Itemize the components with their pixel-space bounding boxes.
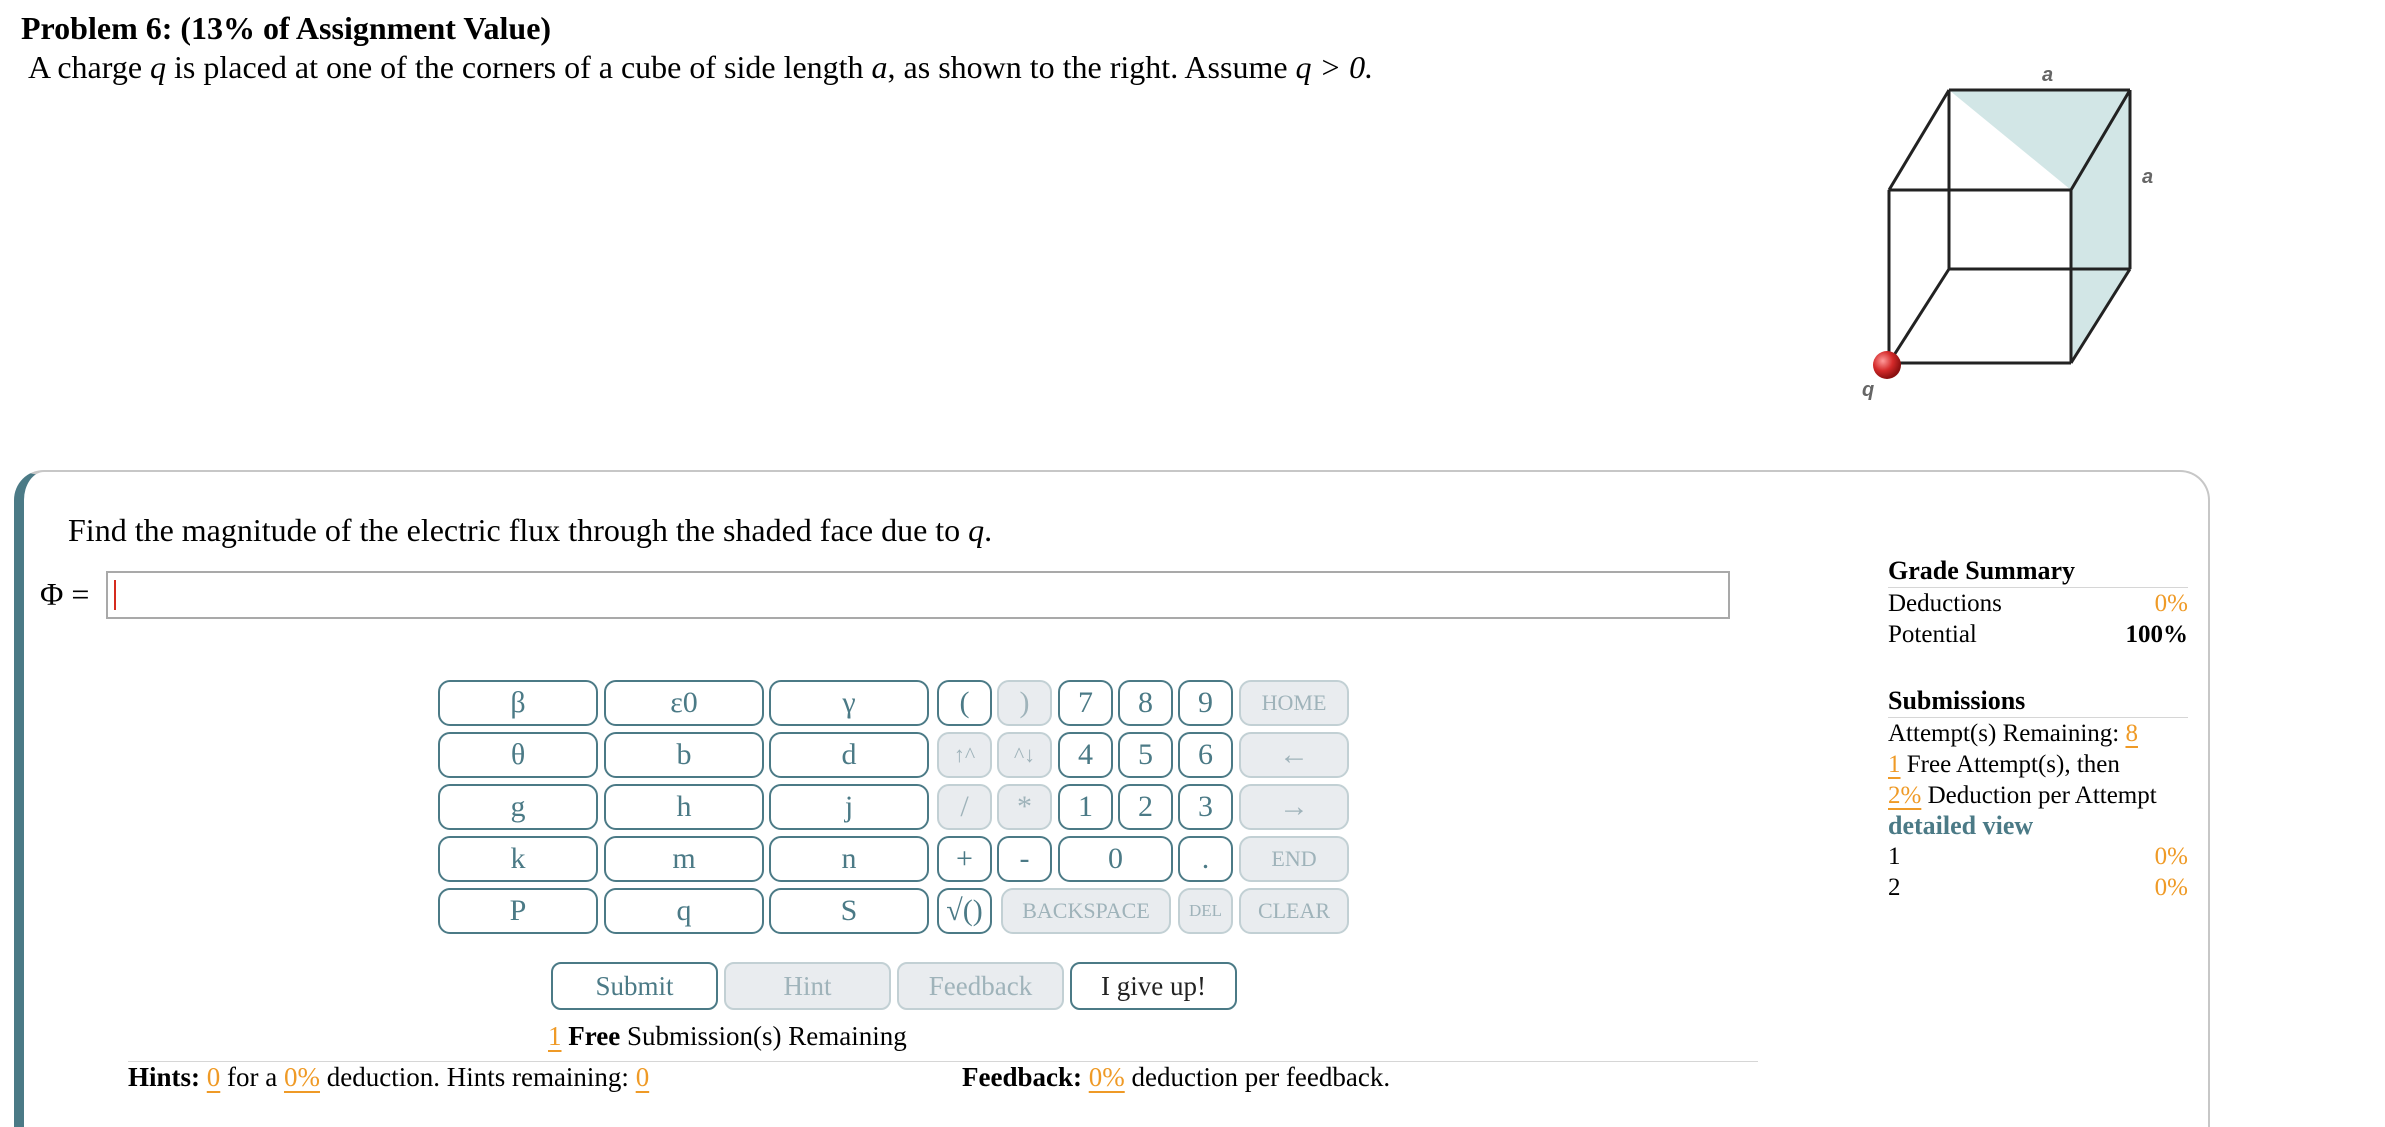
hints-text: deduction. Hints remaining: — [319, 1062, 636, 1092]
free-submissions-remaining — [548, 1021, 907, 1052]
charge-sphere — [1873, 351, 1901, 379]
key-beta[interactable]: β — [438, 680, 598, 726]
key-5[interactable]: 5 — [1118, 732, 1173, 778]
key-backspace[interactable]: BACKSPACE — [1001, 888, 1171, 934]
grade-summary — [1888, 556, 2188, 903]
key-0[interactable]: 0 — [1058, 836, 1173, 882]
key-theta[interactable]: θ — [438, 732, 598, 778]
hint-button[interactable]: Hint — [724, 962, 891, 1010]
statement-part: is placed at one of the corners of a cube of side length — [166, 49, 872, 85]
key-g[interactable]: g — [438, 784, 598, 830]
key-right-arrow[interactable]: → — [1239, 784, 1349, 830]
hints-label: Hints: — [128, 1062, 201, 1092]
feedback-text: deduction per feedback. — [1124, 1062, 1391, 1092]
var-a: a — [871, 49, 888, 85]
key-sqrt[interactable]: √() — [937, 888, 992, 934]
key-2[interactable]: 2 — [1118, 784, 1173, 830]
attempts-remaining-label: Attempt(s) Remaining: — [1888, 720, 2126, 747]
attempt-number: 2 — [1888, 874, 1901, 901]
key-b[interactable]: b — [604, 732, 764, 778]
submissions-title: Submissions — [1888, 686, 2188, 718]
var-q: q — [968, 512, 985, 548]
key-del[interactable]: DEL — [1178, 888, 1233, 934]
question-part: Find the magnitude of the electric flux through the shaded face due to — [68, 512, 969, 548]
feedback-label: Feedback: — [962, 1062, 1082, 1092]
hints-count: 0 — [206, 1062, 221, 1092]
key-close-paren[interactable]: ) — [997, 680, 1052, 726]
detailed-view-link[interactable]: detailed view — [1888, 811, 2034, 840]
hints-text: for a — [220, 1062, 284, 1092]
attempt-row — [1888, 872, 2188, 903]
statement-part: , as shown to the right. Assume — [887, 49, 1296, 85]
key-m[interactable]: m — [604, 836, 764, 882]
key-superscript-down[interactable]: ^↓ — [997, 732, 1052, 778]
key-h[interactable]: h — [604, 784, 764, 830]
key-decimal[interactable]: . — [1178, 836, 1233, 882]
attempt-deduction — [1888, 780, 2188, 811]
key-4[interactable]: 4 — [1058, 732, 1113, 778]
assumption: q > 0. — [1295, 49, 1374, 85]
key-j[interactable]: j — [769, 784, 929, 830]
hints-remaining: 0 — [635, 1062, 650, 1092]
attempt-deduction-text: Deduction per Attempt — [1921, 782, 2157, 809]
key-clear[interactable]: CLEAR — [1239, 888, 1349, 934]
attempt-pct: 0% — [2154, 874, 2188, 901]
statement-part: A charge — [28, 49, 151, 85]
free-label-rest: Submission(s) Remaining — [620, 1021, 907, 1051]
free-label: Free — [568, 1021, 621, 1051]
feedback-button[interactable]: Feedback — [897, 962, 1064, 1010]
grade-summary-title: Grade Summary — [1888, 556, 2188, 588]
deductions-value: 0% — [2154, 590, 2188, 617]
key-k[interactable]: k — [438, 836, 598, 882]
key-end[interactable]: END — [1239, 836, 1349, 882]
label-a-top: a — [2042, 64, 2054, 86]
feedback-deduction-pct: 0% — [1088, 1062, 1125, 1092]
attempt-deduction-pct: 2% — [1888, 782, 1922, 809]
give-up-button[interactable]: I give up! — [1070, 962, 1237, 1010]
key-8[interactable]: 8 — [1118, 680, 1173, 726]
attempt-row — [1888, 841, 2188, 872]
attempts-remaining — [1888, 718, 2188, 749]
hints-info — [128, 1062, 649, 1093]
key-3[interactable]: 3 — [1178, 784, 1233, 830]
key-multiply[interactable]: * — [997, 784, 1052, 830]
key-home[interactable]: HOME — [1239, 680, 1349, 726]
feedback-info — [962, 1062, 1390, 1093]
potential-row — [1888, 619, 2188, 650]
answer-input[interactable] — [106, 571, 1730, 619]
free-attempts — [1888, 749, 2188, 780]
attempts-remaining-value: 8 — [2125, 720, 2138, 747]
key-q[interactable]: q — [604, 888, 764, 934]
attempt-number: 1 — [1888, 843, 1901, 870]
label-a-right: a — [2142, 166, 2154, 188]
problem-title: Problem 6: (13% of Assignment Value) — [21, 10, 552, 46]
key-1[interactable]: 1 — [1058, 784, 1113, 830]
key-S[interactable]: S — [769, 888, 929, 934]
key-open-paren[interactable]: ( — [937, 680, 992, 726]
key-d[interactable]: d — [769, 732, 929, 778]
deductions-row — [1888, 588, 2188, 619]
key-6[interactable]: 6 — [1178, 732, 1233, 778]
free-attempts-count: 1 — [1888, 751, 1901, 778]
hints-deduction-pct: 0% — [283, 1062, 320, 1092]
potential-label: Potential — [1888, 621, 1977, 648]
question-text — [68, 512, 992, 549]
var-q: q — [150, 49, 167, 85]
key-divide[interactable]: / — [937, 784, 992, 830]
key-P[interactable]: P — [438, 888, 598, 934]
cube-figure — [1840, 58, 2160, 403]
key-left-arrow[interactable]: ← — [1239, 732, 1349, 778]
answer-label: Φ = — [40, 576, 90, 612]
key-n[interactable]: n — [769, 836, 929, 882]
question-part: . — [984, 512, 993, 548]
key-9[interactable]: 9 — [1178, 680, 1233, 726]
deductions-label: Deductions — [1888, 590, 2002, 617]
key-epsilon0[interactable]: ε0 — [604, 680, 764, 726]
free-submission-count: 1 — [548, 1021, 562, 1051]
potential-value: 100% — [2125, 621, 2188, 648]
problem-statement — [28, 49, 1373, 86]
key-gamma[interactable]: γ — [769, 680, 929, 726]
key-7[interactable]: 7 — [1058, 680, 1113, 726]
text-cursor — [114, 580, 116, 610]
label-charge-q: q — [1862, 379, 1875, 401]
key-superscript-up[interactable]: ↑^ — [937, 732, 992, 778]
attempt-pct: 0% — [2154, 843, 2188, 870]
key-plus[interactable]: + — [937, 836, 992, 882]
key-minus[interactable]: - — [997, 836, 1052, 882]
submit-button[interactable]: Submit — [551, 962, 718, 1010]
free-attempts-text: Free Attempt(s), then — [1900, 751, 2120, 778]
